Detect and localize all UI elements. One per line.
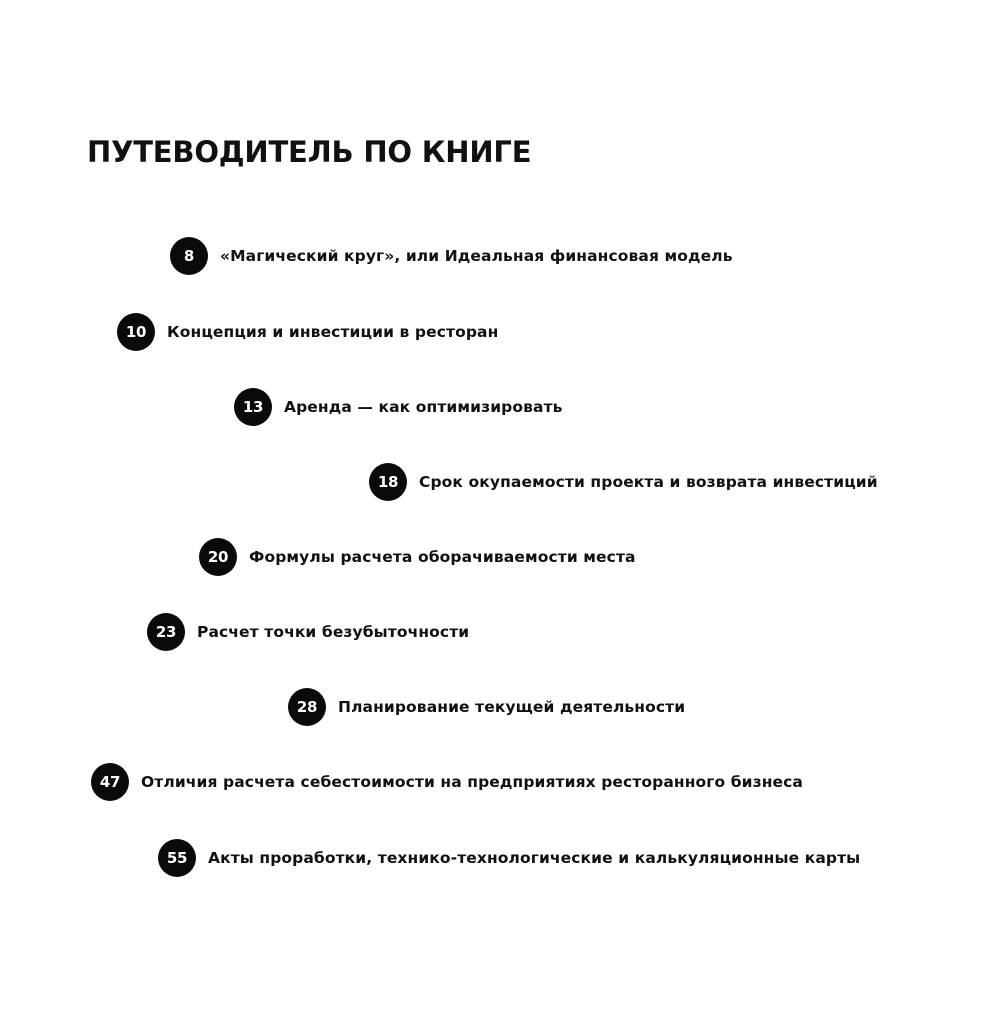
page-title: ПУТЕВОДИТЕЛЬ ПО КНИГЕ — [87, 135, 532, 169]
toc-entry-page-13[interactable] — [234, 388, 563, 426]
toc-entry-page-55[interactable] — [158, 839, 860, 877]
toc-entry-label: Концепция и инвестиции в ресторан — [167, 323, 499, 341]
page-number-badge: 8 — [170, 237, 208, 275]
toc-entry-page-18[interactable] — [369, 463, 878, 501]
toc-entry-label: Аренда — как оптимизировать — [284, 398, 563, 416]
toc-entry-page-23[interactable] — [147, 613, 469, 651]
toc-entry-page-8[interactable] — [170, 237, 733, 275]
page-number-badge: 20 — [199, 538, 237, 576]
toc-entry-label: Срок окупаемости проекта и возврата инвестиций — [419, 473, 878, 491]
page-number-badge: 23 — [147, 613, 185, 651]
toc-entry-label: Формулы расчета оборачиваемости места — [249, 548, 636, 566]
page-number-badge: 28 — [288, 688, 326, 726]
toc-entry-page-20[interactable] — [199, 538, 636, 576]
page-number-badge: 18 — [369, 463, 407, 501]
page-number-badge: 47 — [91, 763, 129, 801]
toc-entry-page-28[interactable] — [288, 688, 685, 726]
toc-entry-label: Расчет точки безубыточности — [197, 623, 470, 641]
toc-entry-label: Планирование текущей деятельности — [338, 698, 686, 716]
toc-entry-label: «Магический круг», или Идеальная финансовая модель — [220, 247, 733, 265]
page-number-badge: 13 — [234, 388, 272, 426]
toc-entry-page-47[interactable] — [91, 763, 803, 801]
toc-entry-label: Отличия расчета себестоимости на предприятиях ресторанного бизнеса — [141, 773, 803, 791]
page-number-badge: 55 — [158, 839, 196, 877]
toc-entry-label: Акты проработки, технико-технологические и калькуляционные карты — [208, 849, 861, 867]
toc-entry-page-10[interactable] — [117, 313, 498, 351]
page-number-badge: 10 — [117, 313, 155, 351]
